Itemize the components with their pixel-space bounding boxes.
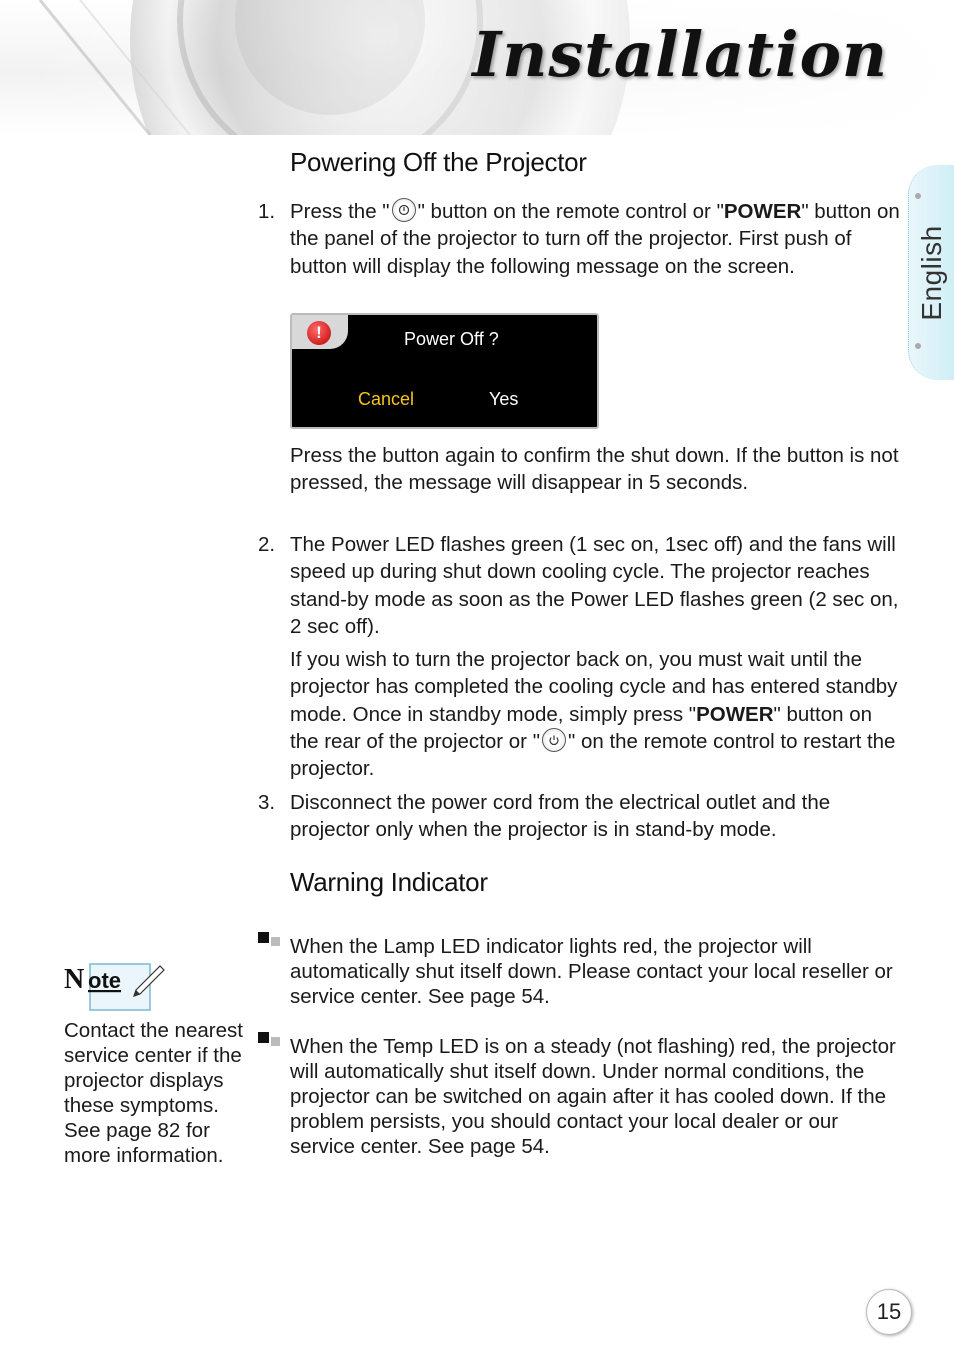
cancel-option: Cancel	[358, 389, 415, 409]
bullet-icon	[258, 932, 284, 946]
note-text: Contact the nearest service center if the projector displays these symptoms. See page 82 for more information.	[64, 1019, 243, 1167]
header-banner	[0, 0, 954, 135]
language-tab	[908, 165, 954, 380]
step-number: 1.	[258, 200, 276, 223]
confirm-text: Press the button again to confirm the shut down. If the button is not pressed, the message will disappear in 5 seconds.	[290, 444, 899, 495]
warning-bullet-2: When the Temp LED is on a steady (not flashing) red, the projector will automatically shut itself down. Under normal conditions, the projector can be switched on again after it has cooled down. If the problem persists, you should contact your local dealer or our service center. See page 54.	[290, 1035, 896, 1158]
step-number: 3.	[258, 791, 276, 814]
step-3-text: Disconnect the power cord from the electrical outlet and the projector only when the projector is in stand-by mode.	[290, 791, 831, 842]
note-logo-icon	[64, 960, 166, 1012]
note-logo-rest: ote	[88, 968, 121, 993]
step-2-text: The Power LED flashes green (1 sec on, 1sec off) and the fans will speed up during shut down cooling cycle. The projector reaches stand-by mode as soon as the Power LED flashes green (2 sec on, 2 sec off).	[290, 533, 899, 638]
restart-text: If you wish to turn the projector back on, you must wait until the projector has completed the cooling cycle and has entered standby mode. Once in standby mode, simply press "POWER" button on the rear of the projector or " " on the remote control to restart the projector.	[290, 648, 898, 781]
page-title: Installation	[472, 18, 888, 91]
remote-power-button-icon	[392, 198, 416, 222]
standby-power-icon	[542, 728, 566, 752]
power-off-dialog	[290, 313, 599, 429]
language-label: English	[916, 225, 947, 321]
warning-bullet-1: When the Lamp LED indicator lights red, the projector will automatically shut itself down. Please contact your local reseller or service center. See page 54.	[290, 935, 893, 1008]
section-title-powering-off: Powering Off the Projector	[290, 147, 587, 177]
step-number: 2.	[258, 533, 276, 556]
page-number: 15	[862, 1285, 916, 1339]
step-1-text: Press the " " button on the remote control or "POWER" button on the panel of the projector to turn off the projector. First push of button will display the following message on the screen.	[290, 200, 900, 278]
dialog-title: Power Off ?	[404, 329, 499, 349]
section-title-warning: Warning Indicator	[290, 867, 488, 897]
bullet-icon	[258, 1032, 284, 1046]
note-logo-letter: N	[64, 964, 85, 995]
yes-option: Yes	[489, 389, 519, 409]
warning-icon: !	[307, 321, 331, 345]
